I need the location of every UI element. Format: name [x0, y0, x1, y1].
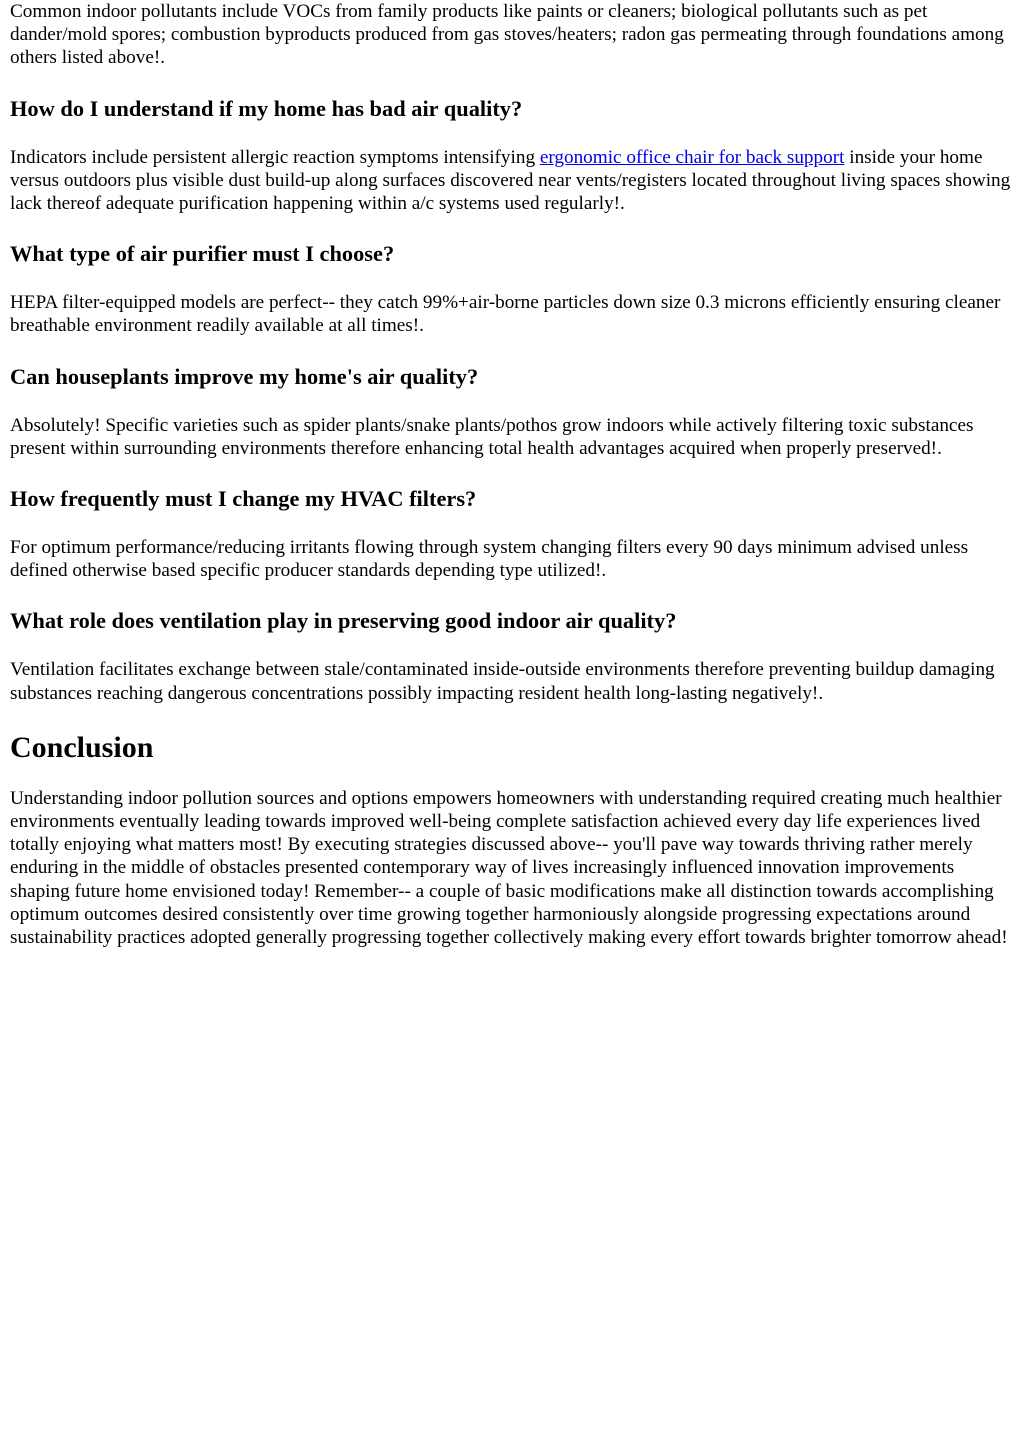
faq-answer-air-quality: [10, 146, 1014, 216]
faq-answer-houseplants: Absolutely! Specific varieties such as spider plants/snake plants/pothos grow indoors while actively filtering toxic substances present within surrounding environments therefore enhancing total health advantages acquired when properly preserved!.: [10, 414, 974, 459]
conclusion-paragraph: Understanding indoor pollution sources and options empowers homeowners with understanding required creating much healthier environments eventually leading towards improved well-being complete satisfaction achieved every day life experiences lived totally enjoying what matters most! By executing strategies discussed above-- you'll pave way towards thriving rather merely enduring in the middle of obstacles presented contemporary way of lives increasingly influenced innovation improvements shaping future home envisioned today! Remember-- a couple of basic modifications make all distinction towards accomplishing optimum outcomes desired consistently over time growing together harmoniously alongside progressing expectations around sustainability practices adopted generally progressing together collectively making every effort towards brighter tomorrow ahead!: [10, 787, 1008, 949]
faq-answer-air-purifier: HEPA filter-equipped models are perfect-- they catch 99%+air-borne particles down size 0.3 microns efficiently ensuring cleaner breathable environment readily available at all times!.: [10, 292, 1001, 337]
answer-text-after-link: inside your home versus outdoors plus visible dust build-up along surfaces discovered near vents/registers located throughout living spaces showing lack thereof adequate purification happening within a/c systems used regularly!.: [10, 146, 1011, 215]
ergonomic-chair-link[interactable]: ergonomic office chair for back support: [539, 146, 845, 168]
answer-text-before-link: Indicators include persistent allergic reaction symptoms intensifying: [10, 146, 540, 168]
faq-question-ventilation: What role does ventilation play in preserving good indoor air quality?: [10, 608, 677, 634]
faq-answer-ventilation: Ventilation facilitates exchange between stale/contaminated inside-outside environments therefore preventing buildup damaging substances reaching dangerous concentrations possibly impacting resident health long-lasting negatively!.: [10, 659, 995, 704]
conclusion-heading: Conclusion: [10, 730, 154, 764]
faq-question-air-purifier: What type of air purifier must I choose?: [10, 241, 395, 267]
faq-question-air-quality: How do I understand if my home has bad air quality?: [10, 95, 523, 121]
faq-question-houseplants: Can houseplants improve my home's air quality?: [10, 363, 479, 389]
faq-answer-hvac-filters: For optimum performance/reducing irritants flowing through system changing filters every 90 days minimum advised unless defined otherwise based specific producer standards depending type utilized!.: [10, 537, 969, 582]
intro-paragraph: Common indoor pollutants include VOCs from family products like paints or cleaners; biological pollutants such as pet dander/mold spores; combustion byproducts produced from gas stoves/heaters; radon gas permeating through foundations among others listed above!.: [10, 1, 1004, 69]
faq-question-hvac-filters: How frequently must I change my HVAC filters?: [10, 486, 477, 512]
